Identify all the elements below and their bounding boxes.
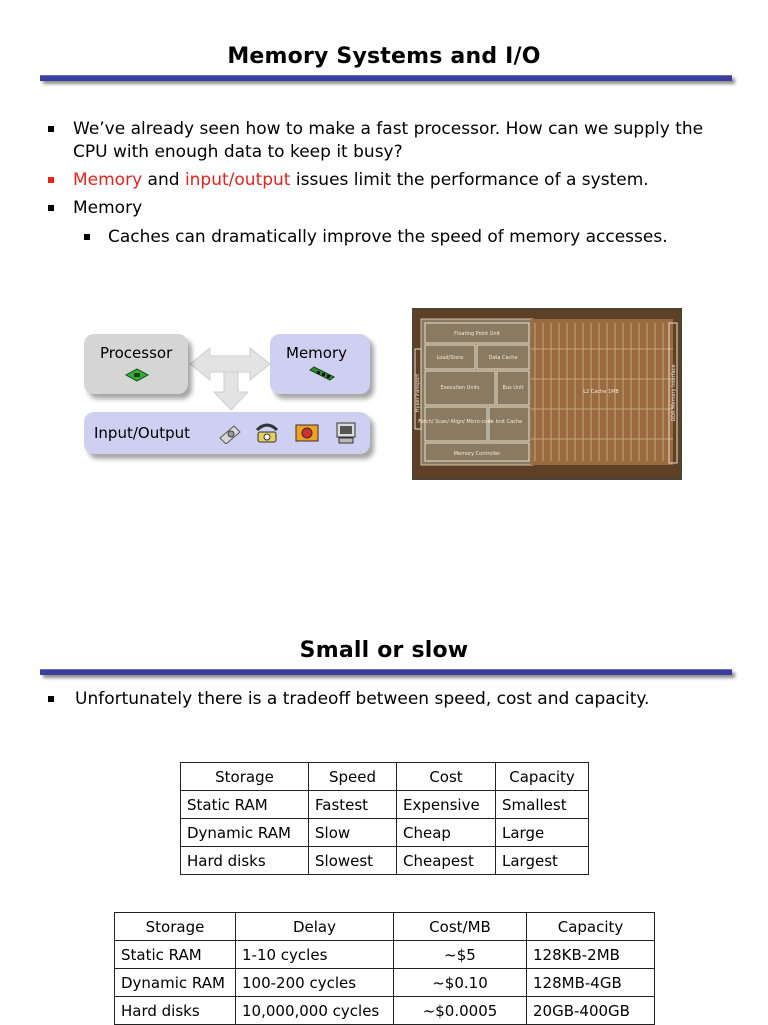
table-row [181,847,589,875]
table-row [115,969,655,997]
die-label-floating-point: Floating Point Unit [454,331,500,337]
table-row [181,819,589,847]
table-row [115,997,655,1025]
table-cell: Slowest [309,847,397,875]
bullet-text: issues limit the performance of a system. [290,170,649,190]
table-cell: ~$0.10 [394,969,527,997]
table-header-cell: Storage [115,913,236,941]
table-cell: Hard disks [181,847,309,875]
table-cell: Smallest [496,791,589,819]
table-header-cell: Capacity [527,913,655,941]
die-label-load-store: Load/Store [436,355,464,361]
bullet-text: Memory [73,198,143,218]
table-cell: Dynamic RAM [115,969,236,997]
table-header-cell: Cost [397,763,496,791]
die-label-ddr: DDR Memory Interface [671,364,677,422]
table-cell: 10,000,000 cycles [236,997,394,1025]
table-cell: Slow [309,819,397,847]
memory-comparison-table [114,912,655,1025]
table-row [181,791,589,819]
ram-module-icon [308,366,336,382]
bullet-text: We’ve already seen how to make a fast processor. How can we supply the [73,119,704,139]
memory-label: Memory [286,344,348,362]
table-header-cell: Cost/MB [394,913,527,941]
table-cell: Cheap [397,819,496,847]
table-cell: Cheapest [397,847,496,875]
bullet-marker [48,205,54,211]
computer-icon [334,421,358,445]
table-cell: Static RAM [181,791,309,819]
table-header-cell: Capacity [496,763,589,791]
title-rule [40,75,732,81]
hard-drive-icon [218,422,242,444]
tradeoff-table [180,762,589,875]
die-label-bus-unit: Bus Unit [502,385,524,391]
processor-die-photo [412,308,682,480]
io-highlight: input/output [184,170,291,190]
table-header-cell: Speed [309,763,397,791]
table-cell: Fastest [309,791,397,819]
bullet-marker [84,234,90,240]
table-header-cell: Delay [236,913,394,941]
memory-box [270,334,370,394]
processor-label: Processor [100,344,173,362]
telephone-icon [254,420,280,446]
bullet-text: and [142,170,185,190]
memory-highlight: Memory [73,170,143,190]
die-label-execution-units: Execution Units [440,385,480,391]
table-cell: 100-200 cycles [236,969,394,997]
table-cell: ~$0.0005 [394,997,527,1025]
table-header-row [115,913,655,941]
table-cell: 128MB-4GB [527,969,655,997]
bullet-text: Caches can dramatically improve the speed of memory accesses. [108,227,668,247]
cpu-chip-icon [124,368,150,382]
table-cell: Large [496,819,589,847]
io-box [84,412,370,454]
die-label-memory-controller: Memory Controller [453,451,501,457]
title-rule [40,669,732,675]
processor-box [84,334,188,394]
bullet-text-continued: CPU with enough data to keep it busy? [73,142,403,162]
die-label-hypertransport: HyperTransport [415,373,421,413]
table-header-row [181,763,589,791]
slide-title: Small or slow [299,638,469,663]
table-cell: 128KB-2MB [527,941,655,969]
table-cell: Largest [496,847,589,875]
bullet-marker [48,696,54,702]
slide-title: Memory Systems and I/O [227,44,541,69]
die-photo-drawing [413,309,681,479]
die-label-inst-cache: Inst Cache [495,419,523,425]
bullet-text: Unfortunately there is a tradeoff between speed, cost and capacity. [75,689,650,709]
table-cell: 1-10 cycles [236,941,394,969]
table-row [115,941,655,969]
table-cell: ~$5 [394,941,527,969]
connector-arrows [180,336,280,412]
table-cell: Hard disks [115,997,236,1025]
bullet-marker [48,177,54,183]
media-card-icon [294,422,320,444]
die-label-l2-cache: L2 Cache 1MB [583,389,619,395]
table-cell: 20GB-400GB [527,997,655,1025]
bullet-marker [48,126,54,132]
die-label-data-cache: Data Cache [488,355,518,361]
die-label-fetch: Fetch/ Scan/ Align/ Micro-code [418,419,494,425]
table-cell: Static RAM [115,941,236,969]
io-label: Input/Output [94,424,190,442]
table-cell: Expensive [397,791,496,819]
table-cell: Dynamic RAM [181,819,309,847]
table-header-cell: Storage [181,763,309,791]
